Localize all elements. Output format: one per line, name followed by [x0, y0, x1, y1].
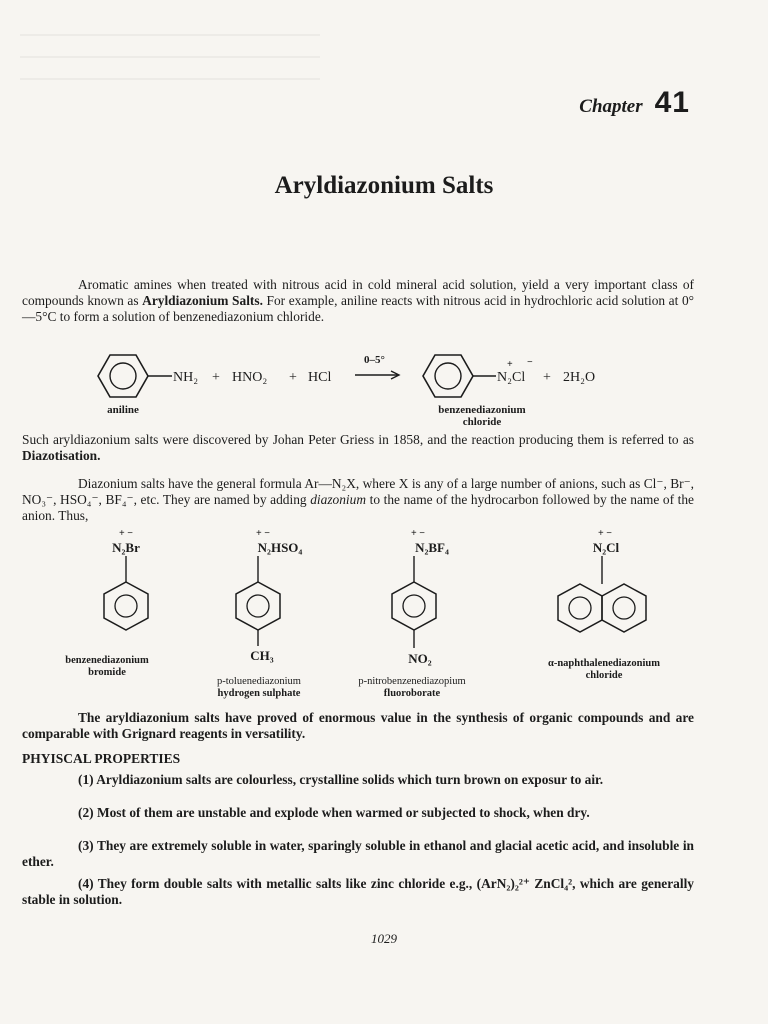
intro-text-1: Aromatic amines when treated with nitrous acid in cold mineral acid solution, yield a very important class of compounds known as [22, 277, 694, 308]
general-formula-paragraph [22, 476, 694, 524]
nitrous-acid: HNO₂ [232, 370, 268, 385]
intro-paragraph [22, 277, 694, 325]
general-text-1: Diazonium salts have the general formula Ar—N₂X, where X is any of a large number of anions, such as Cl⁻, Br⁻, NO₃⁻, HSO₄⁻, BF₄⁻, etc. They are named by adding [22, 476, 694, 507]
diazonium-examples [0, 530, 768, 705]
bleed-through-text [20, 20, 320, 80]
naphthalenediazonium-structure [548, 530, 660, 681]
intro-text-2: For example, aniline reacts with nitrous acid in hydrochloric acid solution at 0°—5°C to form a solution of benzenediazonium chloride. [22, 293, 694, 324]
reaction-condition: 0–5° [364, 354, 385, 366]
positive-charge: + [507, 359, 513, 370]
property-3: (3) They are extremely soluble in water, sparingly soluble in ethanol and glacial acetic acid, and insoluble in ether. [22, 838, 694, 869]
chapter-header [579, 86, 690, 120]
methyl-substituent: CH₃ [250, 648, 274, 663]
nh2-group: NH₂ [173, 370, 199, 385]
example-label-line2: fluoroborate [383, 688, 441, 699]
diazotisation-term: Diazotisation. [22, 448, 101, 463]
nitro-substituent: NO₂ [408, 651, 432, 666]
discovery-paragraph [22, 432, 694, 464]
diazonium-group: N₂BF₄ [415, 540, 449, 555]
example-label-line2: bromide [88, 667, 126, 678]
property-1: (1) Aryldiazonium salts are colourless, crystalline solids which turn brown on exposur to air. [78, 772, 604, 787]
charge-signs: + − [119, 530, 133, 539]
diazonium-group: N₂Cl [497, 370, 526, 385]
diazotisation-reaction [0, 345, 768, 435]
intro-bold-term: Aryldiazonium Salts. [142, 293, 263, 308]
reaction-arrow [355, 371, 399, 379]
water: 2H₂O [563, 370, 596, 385]
p-nitrobenzenediazonium-structure [358, 530, 465, 699]
product-label-line2: chloride [462, 416, 502, 428]
benzenediazonium-bromide-structure [65, 530, 149, 678]
value-paragraph: The aryldiazonium salts have proved of enormous value in the synthesis of organic compounds and are comparable with Grignard reagents in versatility. [22, 710, 694, 741]
charge-signs: + − [411, 530, 425, 539]
example-label-line1: α-naphthalenediazonium [547, 658, 661, 669]
chapter-word: Chapter [579, 96, 643, 117]
diazonium-group: N₂HSO₄ [257, 540, 303, 555]
example-label-line2: hydrogen sulphate [217, 688, 301, 699]
plus-sign: + [212, 370, 220, 385]
example-label-line2: chloride [585, 670, 623, 681]
property-2: (2) Most of them are unstable and explode when warmed or subjected to shock, when dry. [78, 805, 590, 820]
aniline-structure [98, 355, 172, 397]
page-title: Aryldiazonium Salts [274, 172, 494, 199]
plus-sign: + [289, 370, 297, 385]
diazonium-group: N₂Br [112, 540, 140, 555]
hydrochloric-acid: HCl [308, 370, 332, 385]
product-label-line1: benzenediazonium [438, 404, 526, 416]
charge-signs: + − [598, 530, 612, 539]
general-text-2: to the name of the hydrocarbon followed by the name of the anion. Thus, [22, 492, 694, 523]
example-label-line1: p-nitrobenzenediazopium [358, 676, 466, 687]
chapter-number: 41 [654, 86, 690, 119]
example-label-line1: benzenediazonium [65, 655, 149, 666]
p-toluenediazonium-structure [217, 530, 302, 699]
discovery-text: Such aryldiazonium salts were discovered by Johan Peter Griess in 1858, and the reaction producing them is referred to as [22, 432, 694, 447]
aniline-label: aniline [107, 404, 139, 416]
charge-signs: + − [256, 530, 270, 539]
example-label-line1: p-toluenediazonium [217, 676, 301, 687]
section-heading: PHYISCAL PROPERTIES [22, 751, 181, 766]
plus-sign: + [543, 370, 551, 385]
negative-charge: − [527, 357, 533, 368]
property-4: (4) They form double salts with metallic salts like zinc chloride e.g., (ArN₂)₂²⁺ ZnCl₄², which are generally stable in solution. [22, 876, 694, 907]
diazonium-group: N₂Cl [592, 540, 620, 555]
page-number: 1029 [371, 931, 397, 946]
diazonium-term: diazonium [310, 492, 367, 507]
